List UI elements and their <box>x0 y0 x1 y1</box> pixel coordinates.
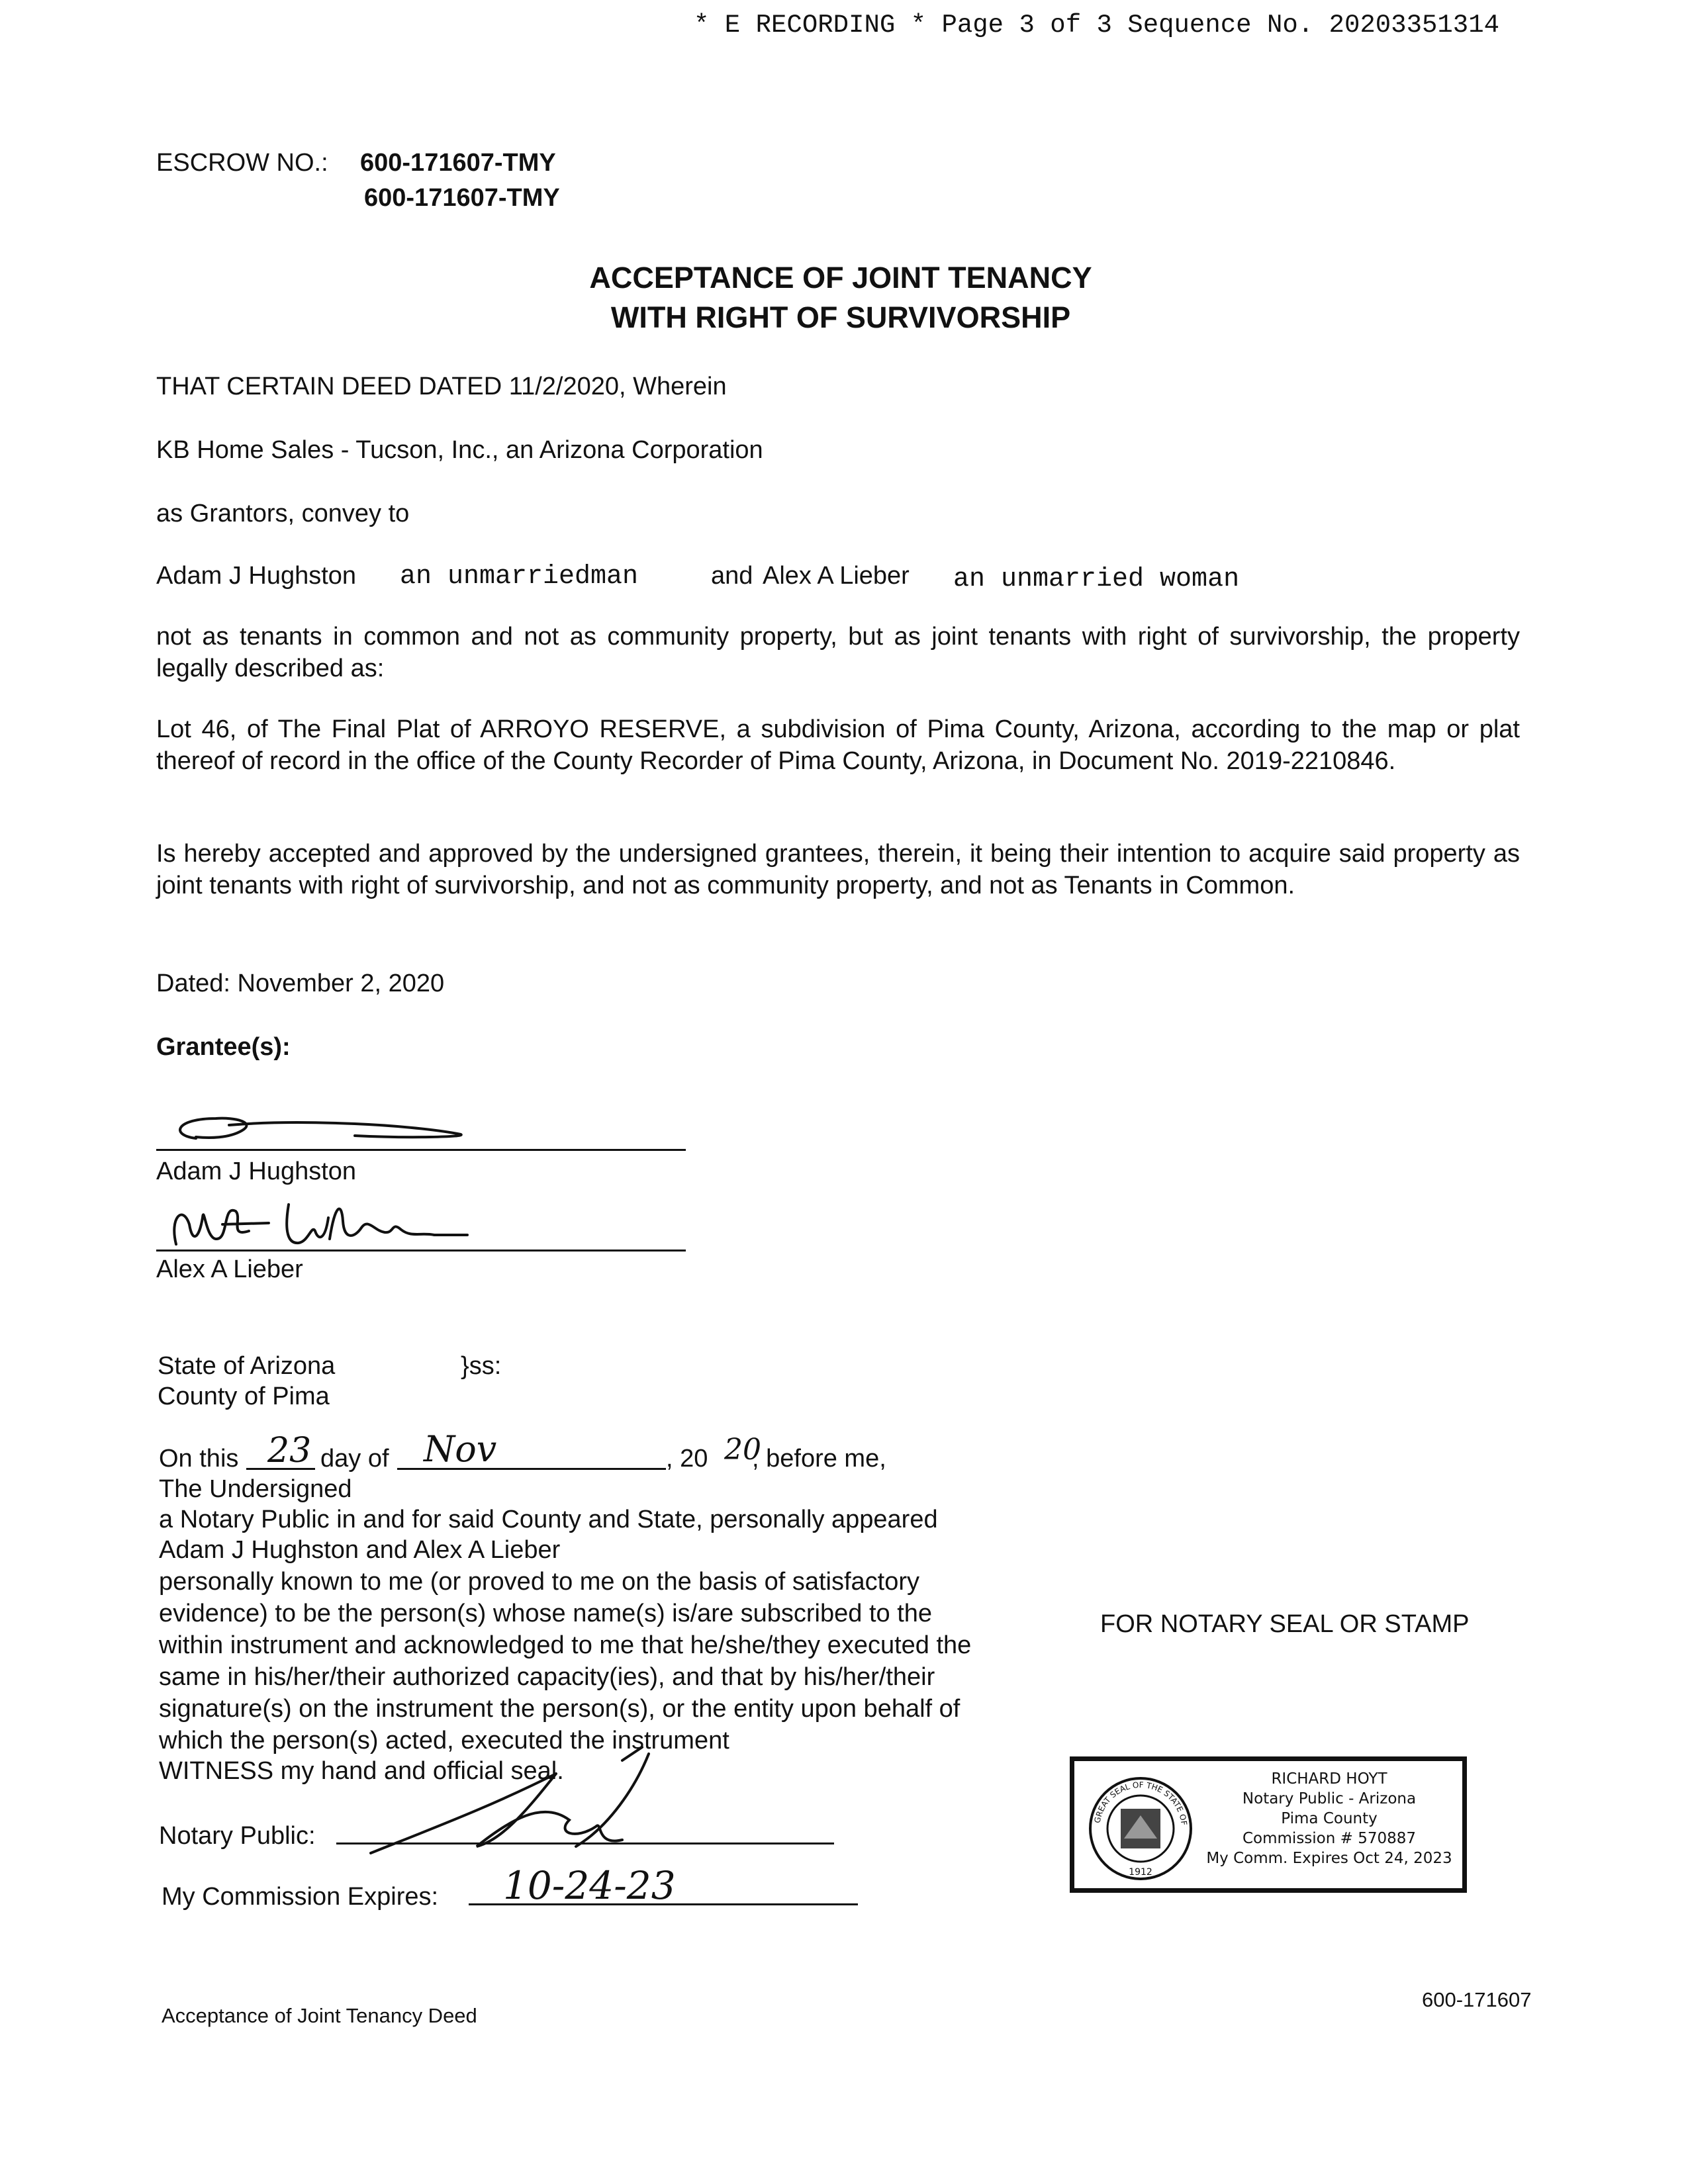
undersigned: The Undersigned <box>159 1475 352 1503</box>
month-value: Nov <box>424 1428 497 1470</box>
ack-line-b: Adam J Hughston and Alex A Lieber <box>159 1536 561 1564</box>
signature-line-2 <box>156 1250 686 1251</box>
notary-stamp <box>1070 1756 1467 1893</box>
acceptance-clause: Is hereby accepted and approved by the undersigned grantees, therein, it being their intention to acquire said property as joint tenants with right of survivorship, and not as community property, and not as Tenants in Common. <box>156 840 1520 899</box>
seal-ring-text: GREAT SEAL OF THE STATE OF ARIZONA <box>1084 1768 1190 1829</box>
document-title-line-1: ACCEPTANCE OF JOINT TENANCY <box>589 261 1092 295</box>
year-value: 20 <box>724 1433 761 1467</box>
arizona-seal-icon <box>1084 1768 1194 1882</box>
year-prefix: , 20 <box>666 1445 708 1473</box>
signature-line-1 <box>156 1149 686 1151</box>
deed-dated-line: THAT CERTAIN DEED DATED 11/2/2020, Wherein <box>156 373 727 400</box>
signer-2-name: Alex A Lieber <box>156 1255 303 1283</box>
commission-line <box>469 1903 858 1905</box>
day-of-label: day of <box>320 1445 389 1473</box>
grantor-line: KB Home Sales - Tucson, Inc., an Arizona Corporation <box>156 436 763 464</box>
footer-left: Acceptance of Joint Tenancy Deed <box>162 2004 477 2027</box>
day-blank <box>246 1468 315 1470</box>
ack-line-a: a Notary Public in and for said County and State, personally appeared <box>159 1506 938 1533</box>
recording-header: * E RECORDING * Page 3 of 3 Sequence No. 20203351314 <box>694 11 1499 40</box>
venue-ss: }ss: <box>461 1352 502 1380</box>
ack-line-f: same in his/her/their authorized capacity(ies), and that by his/her/their <box>159 1663 935 1691</box>
escrow-label: ESCROW NO.: <box>156 149 328 177</box>
before-me: , before me, <box>752 1445 886 1473</box>
escrow-number-2: 600-171607-TMY <box>364 184 560 212</box>
witness-line: WITNESS my hand and official seal. <box>159 1757 564 1785</box>
grantees-heading: Grantee(s): <box>156 1033 291 1061</box>
stamp-expires: My Comm. Expires Oct 24, 2023 <box>1206 1850 1452 1867</box>
tenancy-clause: not as tenants in common and not as community property, but as joint tenants with right of survivorship, the property legally described as: <box>156 623 1520 682</box>
ack-line-e: within instrument and acknowledged to me that he/she/they executed the <box>159 1631 972 1659</box>
footer-right: 600-171607 <box>1422 1988 1532 2011</box>
commission-label: My Commission Expires: <box>162 1883 439 1911</box>
stamp-commission: Commission # 570887 <box>1242 1830 1417 1847</box>
convey-line: as Grantors, convey to <box>156 500 410 527</box>
legal-description: Lot 46, of The Final Plat of ARROYO RESERVE, a subdivision of Pima County, Arizona, according to the map or plat thereof of record in the office of the County Recorder of Pima County, Arizona, in Document No. 2019-2210846. <box>156 715 1520 775</box>
grantee-2-name: Alex A Lieber <box>763 562 910 590</box>
grantee-1-name: Adam J Hughston <box>156 562 357 590</box>
notary-signature-mark <box>357 1747 702 1866</box>
day-value: 23 <box>267 1431 312 1471</box>
notary-public-label: Notary Public: <box>159 1822 316 1850</box>
seal-year: 1912 <box>1129 1867 1152 1878</box>
commission-value: 10-24-23 <box>503 1863 676 1908</box>
escrow-number-1: 600-171607-TMY <box>360 149 556 177</box>
stamp-notary-name: RICHARD HOYT <box>1271 1770 1387 1788</box>
seal-area-label: FOR NOTARY SEAL OR STAMP <box>1100 1610 1470 1638</box>
ack-line-d: evidence) to be the person(s) whose name(s) is/are subscribed to the <box>159 1600 933 1627</box>
grantee-1-status: an unmarriedman <box>400 562 639 592</box>
and-word: and <box>711 562 753 590</box>
signer-1-name: Adam J Hughston <box>156 1158 357 1185</box>
dated-line: Dated: November 2, 2020 <box>156 970 445 997</box>
ack-line-g: signature(s) on the instrument the person(s), or the entity upon behalf of <box>159 1695 961 1723</box>
stamp-county: Pima County <box>1281 1810 1378 1827</box>
ack-line-c: personally known to me (or proved to me on the basis of satisfactory <box>159 1568 919 1596</box>
venue-county: County of Pima <box>158 1383 330 1410</box>
ack-line-h: which the person(s) acted, executed the instrument <box>159 1727 729 1754</box>
venue-state: State of Arizona <box>158 1352 336 1380</box>
month-blank <box>397 1468 666 1470</box>
stamp-notary-title: Notary Public - Arizona <box>1242 1790 1417 1807</box>
on-this-label: On this <box>159 1445 239 1473</box>
document-title-line-2: WITH RIGHT OF SURVIVORSHIP <box>610 300 1071 334</box>
grantee-2-status: an unmarried woman <box>953 565 1240 594</box>
